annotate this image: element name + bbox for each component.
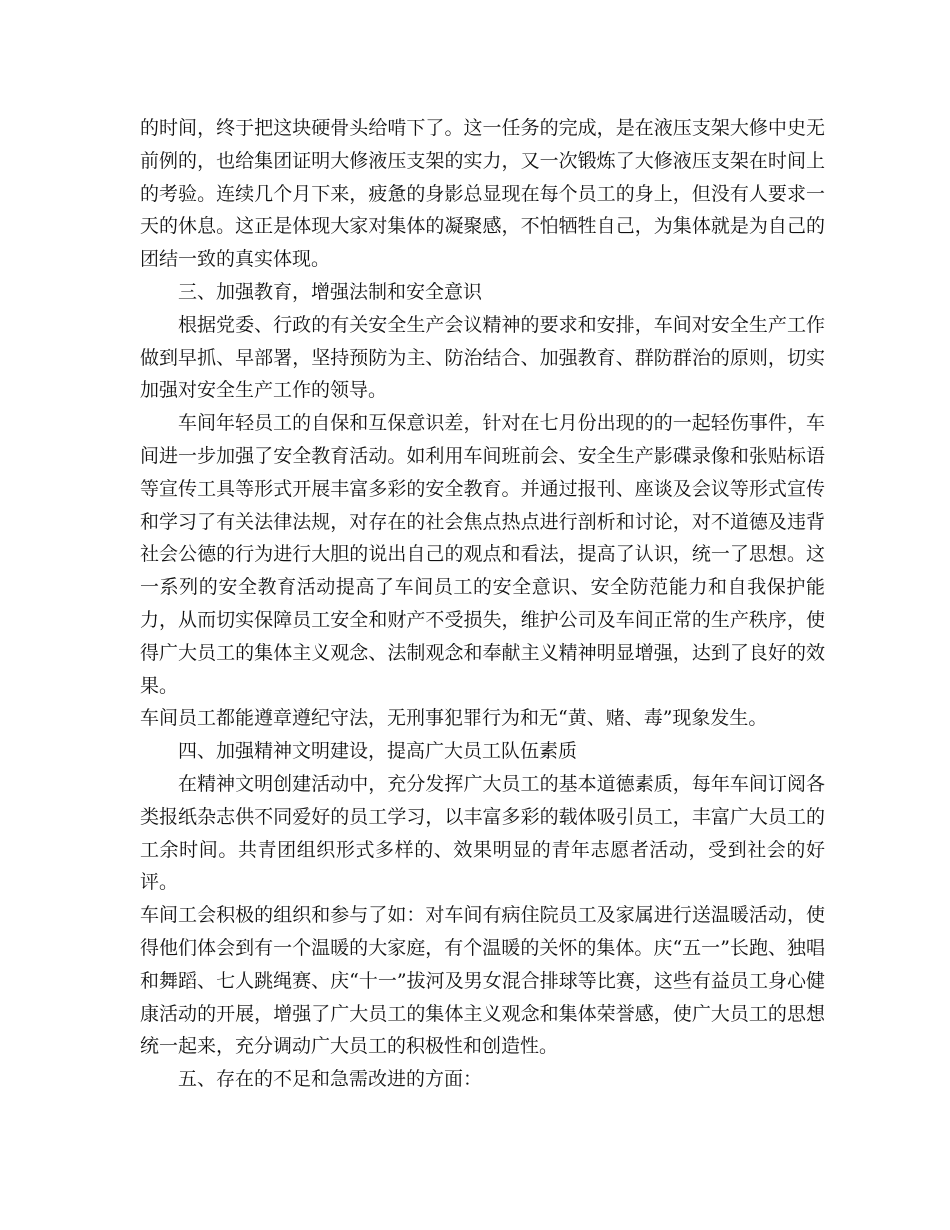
section-heading-3: 三、加强教育，增强法制和安全意识 (178, 280, 483, 303)
document-body (140, 112, 825, 1096)
paragraph-law-compliance: 车间员工都能遵章遵纪守法，无刑事犯罪行为和无“黄、赌、毒”现象发生。 (140, 707, 768, 730)
paragraph-union-activities: 车间工会积极的组织和参与了如：对车间有病住院员工及家属进行送温暖活动，使得他们体会到有一个温暖的大家庭，有个温暖的关怀的集体。庆“五一”长跑、独唱和舞蹈、七人跳绳赛、庆“十一”拔河及男女混合排球等比赛，这些有益员工身心健康活动的开展，增强了广大员工的集体主义观念和集体荣誉感，使广大员工的思想统一起来，充分调动广大员工的积极性和创造性。 (140, 904, 825, 1058)
paragraph-safety-leadership: 根据党委、行政的有关安全生产会议精神的要求和安排，车间对安全生产工作做到早抓、早部署，坚持预防为主、防治结合、加强教育、群防群治的原则，切实加强对安全生产工作的领导。 (140, 313, 825, 402)
section-heading-5: 五、存在的不足和急需改进的方面： (178, 1068, 483, 1091)
section-heading-4: 四、加强精神文明建设，提高广大员工队伍素质 (178, 740, 578, 763)
paragraph-safety-education: 车间年轻员工的自保和互保意识差，针对在七月份出现的的一起轻伤事件，车间进一步加强了安全教育活动。如利用车间班前会、安全生产影碟录像和张贴标语等宣传工具等形式开展丰富多彩的安全教育。并通过报刊、座谈及会议等形式宣传和学习了有关法律法规，对存在的社会焦点热点进行剖析和讨论，对不道德及违背社会公德的行为进行大胆的说出自己的观点和看法，提高了认识，统一了思想。这一系列的安全教育活动提高了车间员工的安全意识、安全防范能力和自我保护能力，从而切实保障员工安全和财产不受损失，维护公司及车间正常的生产秩序，使得广大员工的集体主义观念、法制观念和奉献主义精神明显增强，达到了良好的效果。 (140, 412, 825, 697)
paragraph-spiritual-civilization: 在精神文明创建活动中，充分发挥广大员工的基本道德素质，每年车间订阅各类报纸杂志供不同爱好的员工学习，以丰富多彩的载体吸引员工，丰富广大员工的工余时间。共青团组织形式多样的、效果明显的青年志愿者活动，受到社会的好评。 (140, 772, 825, 894)
paragraph-continuation: 的时间，终于把这块硬骨头给啃下了。这一任务的完成，是在液压支架大修中史无前例的，也给集团证明大修液压支架的实力，又一次锻炼了大修液压支架在时间上的考验。连续几个月下来，疲惫的身影总显现在每个员工的身上，但没有人要求一天的休息。这正是体现大家对集体的凝聚感，不怕牺牲自己，为集体就是为自己的团结一致的真实体现。 (140, 117, 825, 271)
